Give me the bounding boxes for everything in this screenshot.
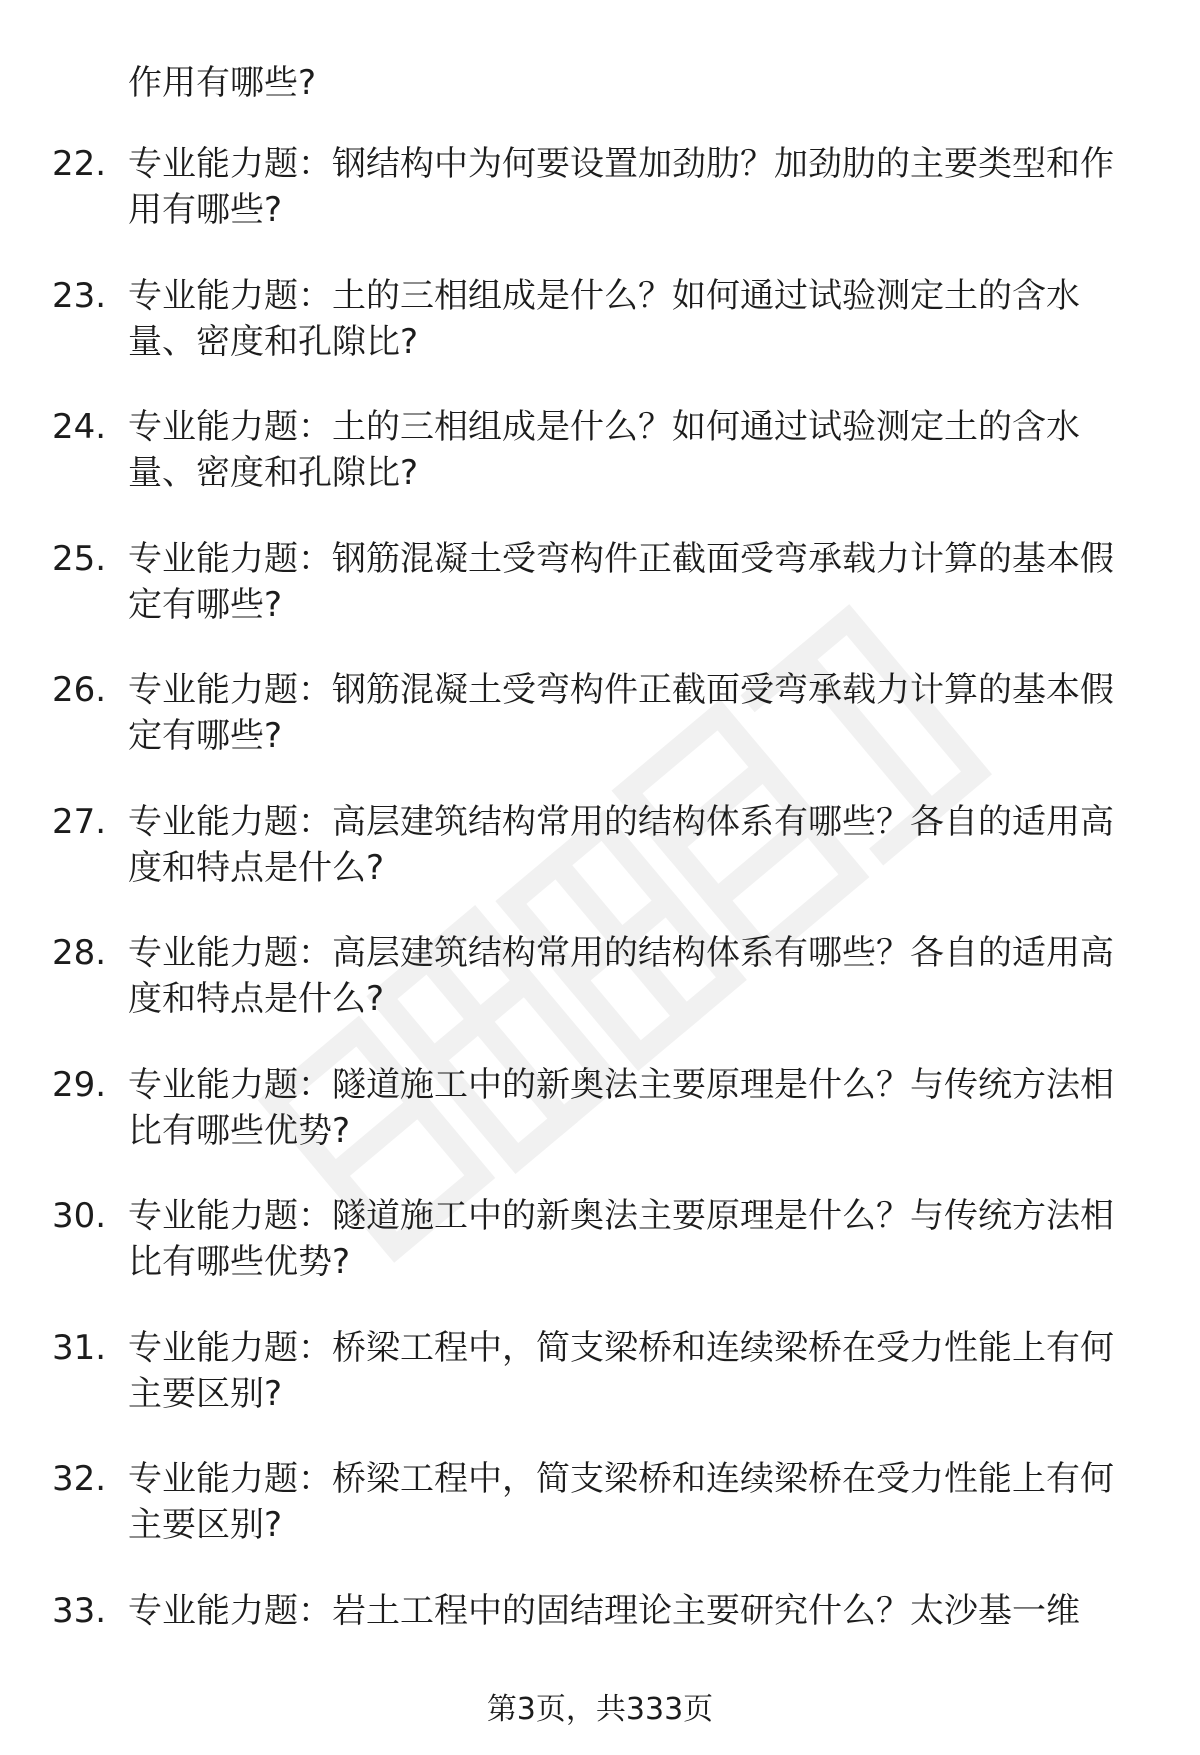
question-item: [0, 1325, 1200, 1417]
question-number: 23.: [52, 275, 107, 316]
question-item: [0, 141, 1200, 233]
question-text: 专业能力题：土的三相组成是什么？如何通过试验测定土的含水量、密度和孔隙比?: [128, 407, 1080, 493]
question-number: 22.: [52, 144, 107, 184]
question-text: 专业能力题：高层建筑结构常用的结构体系有哪些？各自的适用高度和特点是什么?: [128, 801, 1114, 888]
question-item: [0, 1588, 1200, 1680]
question-text: 专业能力题：桥梁工程中，简支梁桥和连续梁桥在受力性能上有何主要区别?: [128, 1459, 1114, 1545]
question-number: 26.: [52, 670, 107, 710]
question-number: 30.: [52, 1196, 107, 1236]
question-item: [0, 930, 1200, 1022]
question-text: 专业能力题：土的三相组成是什么？如何通过试验测定土的含水量、密度和孔隙比?: [128, 275, 1080, 362]
question-text: 专业能力题：隧道施工中的新奥法主要原理是什么？与传统方法相比有哪些优势?: [128, 1196, 1114, 1282]
question-list: [0, 141, 1200, 1719]
question-item: [0, 536, 1200, 628]
question-text: 专业能力题：岩土工程中的固结理论主要研究什么？太沙基一维: [128, 1590, 1080, 1631]
question-number: 31.: [52, 1327, 107, 1368]
question-number: 29.: [52, 1064, 107, 1105]
continuation-text: 作用有哪些?: [128, 63, 317, 103]
question-number: 24.: [52, 407, 107, 447]
question-item: [0, 799, 1200, 891]
question-number: 25.: [52, 538, 107, 579]
question-number: 32.: [52, 1459, 107, 1499]
question-text: 专业能力题：钢筋混凝土受弯构件正截面受弯承载力计算的基本假定有哪些?: [128, 670, 1114, 756]
question-text: 专业能力题：钢筋混凝土受弯构件正截面受弯承载力计算的基本假定有哪些?: [128, 538, 1114, 625]
question-number: 33.: [52, 1590, 107, 1631]
question-text: 专业能力题：桥梁工程中，简支梁桥和连续梁桥在受力性能上有何主要区别?: [128, 1327, 1114, 1414]
question-number: 27.: [52, 801, 107, 842]
question-text: 专业能力题：高层建筑结构常用的结构体系有哪些？各自的适用高度和特点是什么?: [128, 933, 1114, 1019]
question-text: 专业能力题：钢结构中为何要设置加劲肋？加劲肋的主要类型和作用有哪些?: [128, 144, 1114, 230]
question-item: [0, 1456, 1200, 1548]
question-text: 专业能力题：隧道施工中的新奥法主要原理是什么？与传统方法相比有哪些优势?: [128, 1064, 1114, 1151]
question-item: [0, 404, 1200, 496]
question-item: [0, 1193, 1200, 1285]
question-item: [0, 667, 1200, 759]
question-item: [0, 1062, 1200, 1154]
page-footer: 第3页，共333页: [486, 1692, 714, 1727]
question-number: 28.: [52, 933, 107, 973]
question-item: [0, 273, 1200, 365]
